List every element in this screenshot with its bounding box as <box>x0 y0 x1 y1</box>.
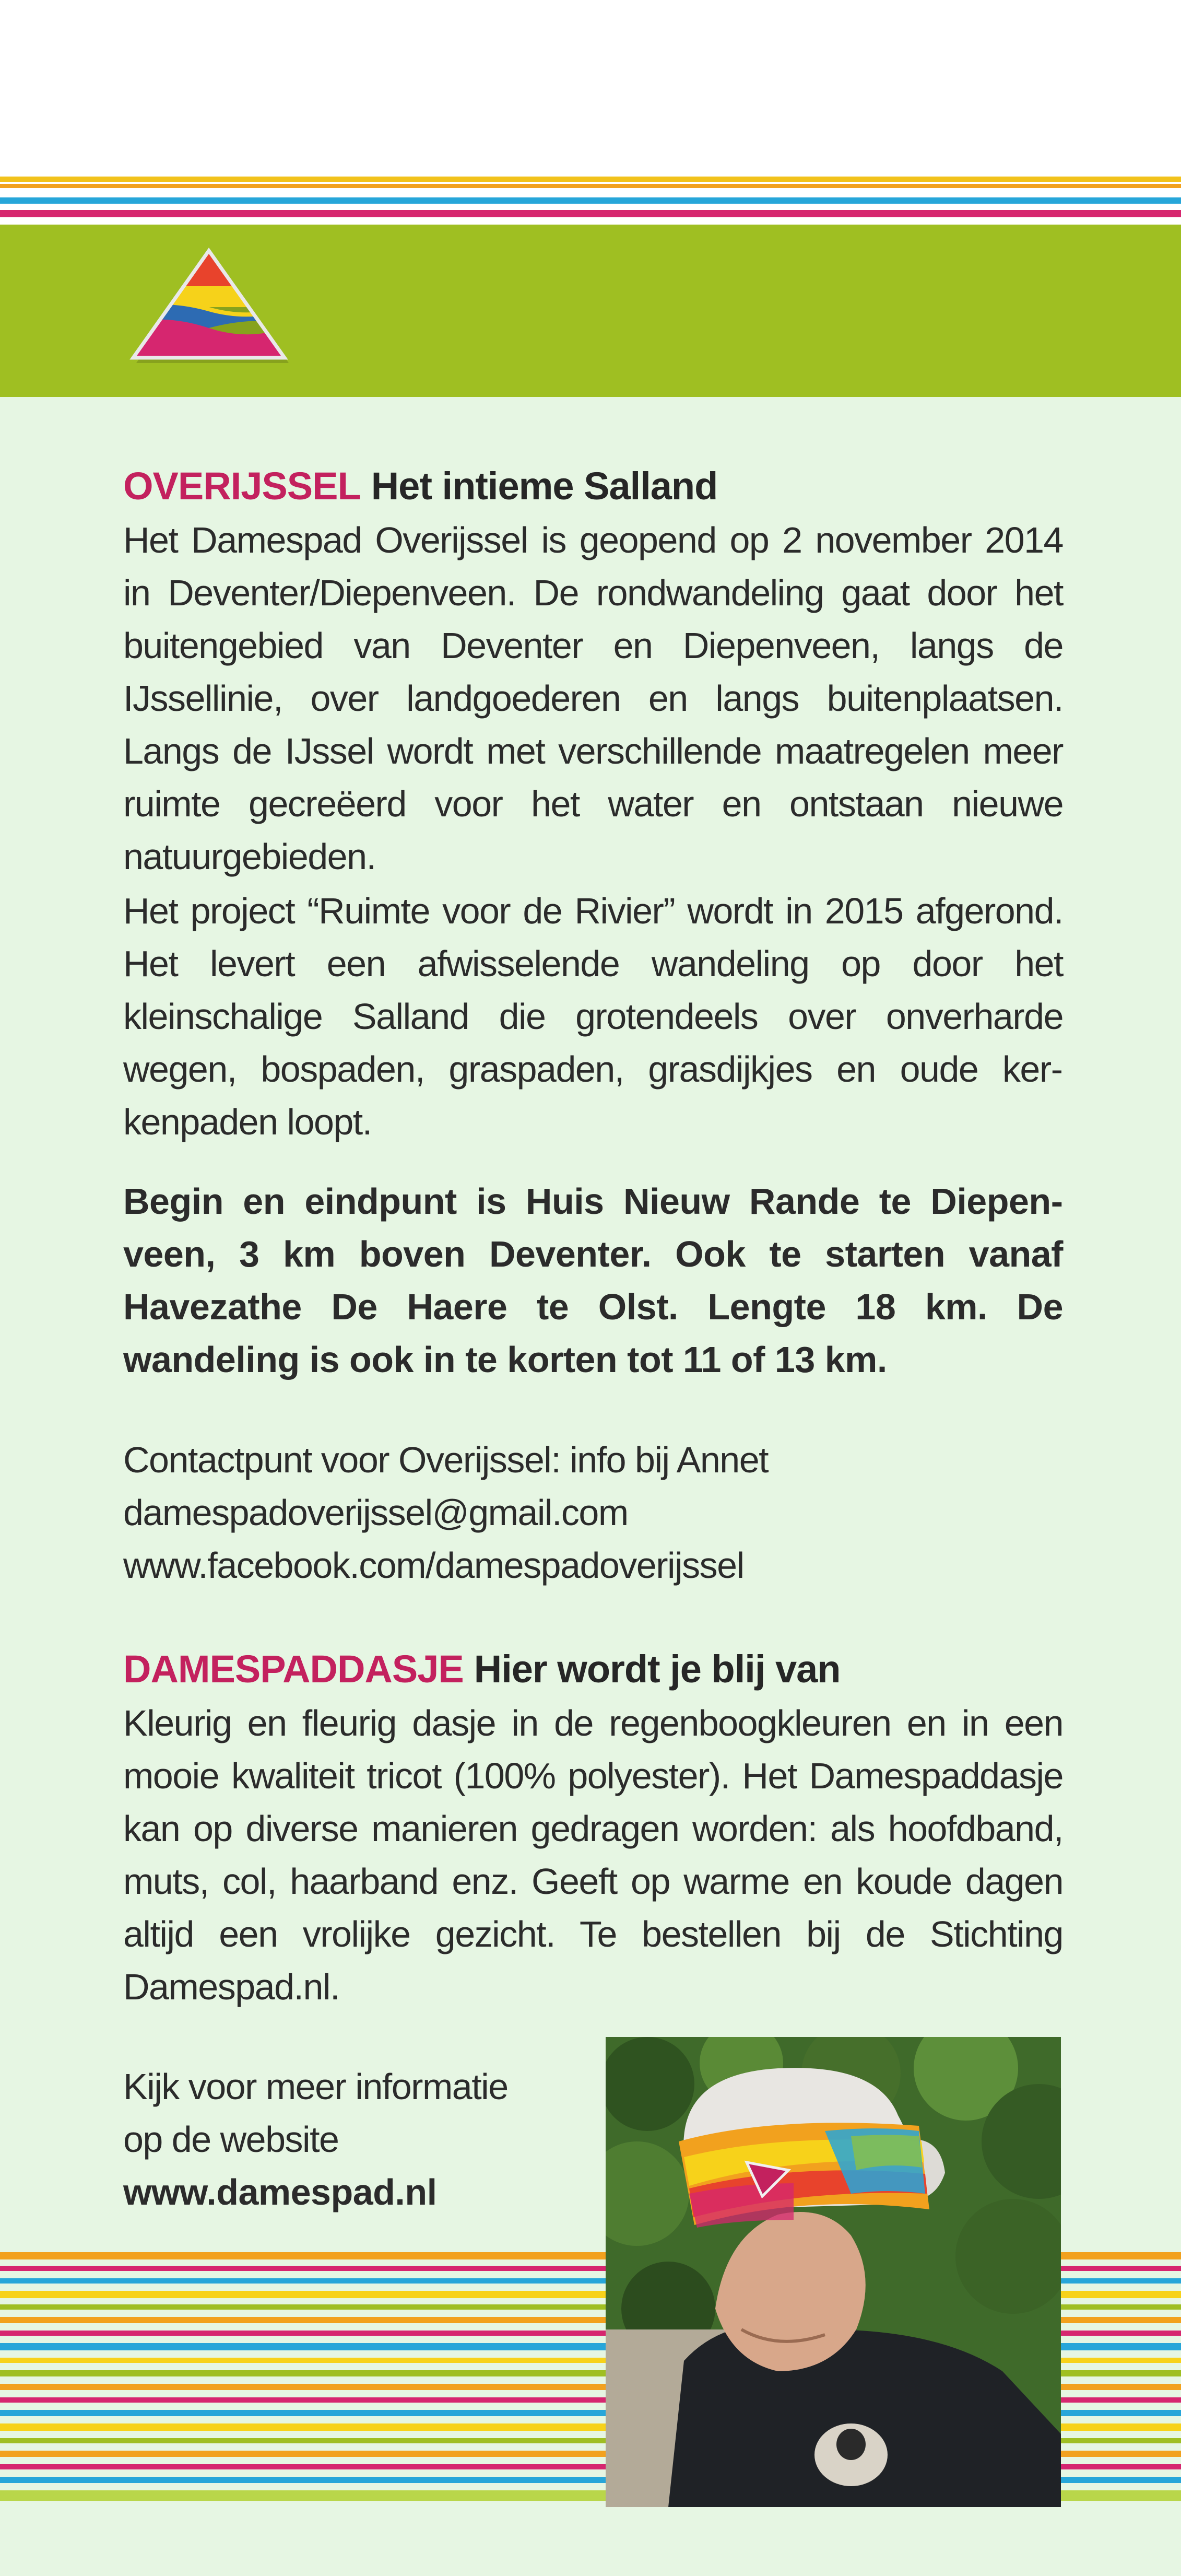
more-info-line-2: op de website <box>123 2119 339 2160</box>
rainbow-triangle-icon <box>123 245 295 371</box>
contact-facebook-link[interactable]: www.facebook.com/damespadoverijssel <box>123 1545 744 1586</box>
header-stripe-blue <box>0 197 1181 204</box>
header-stripe-yellow <box>0 177 1181 182</box>
contact-email[interactable]: damespadoverijssel@gmail.com <box>123 1492 628 1533</box>
route-info: Begin en eindpunt is Huis Nieuw Rande te Diepenveen, 3 km boven Deventer. Ook te starten vanaf Havezathe De Haere te Olst. Lengte 18 km. De wandeling is ook in te korten tot 11 of 13 km. <box>123 1181 1063 1380</box>
more-info-line-1: Kijk voor meer informatie <box>123 2066 508 2107</box>
overijssel-paragraph-1: Het Damespad Overijssel is geopend op 2 november 2014 in Deventer/Diepenveen. De rondwandeling gaat door het buitengebied van Deventer en Diepenveen, langs de IJssellinie, over landgoederen en langs buitenplaatsen. Langs de IJssel wordt met verschillende maatregelen meer ruimte gecreëerd voor het water en ontstaan nieuwe natuurgebieden. <box>123 520 1063 877</box>
contact-label: Contactpunt voor Overijssel: info bij Annet <box>123 1439 769 1480</box>
overijssel-paragraph-2: Het project “Ruimte voor de Rivier” wordt in 2015 afgerond. Het levert een afwisselende wandeling op door het kleinschalige Salland die grotendeels over onverharde wegen, bospaden, graspaden, grasdijkjes en oude kerkenpaden loopt. <box>123 891 1063 1142</box>
dasje-heading-title: Hier wordt je blij van <box>474 1647 841 1691</box>
page-top <box>0 0 1181 172</box>
dasje-heading <box>123 1643 1063 1695</box>
header-stripe-orange <box>0 184 1181 188</box>
website-link[interactable]: www.damespad.nl <box>123 2172 437 2212</box>
dasje-paragraph: Kleurig en fleurig dasje in de regenboogkleuren en in een mooie kwaliteit tricot (100% polyester). Het Damespaddasje kan op diverse manieren gedragen worden: als hoofdband, muts, col, haarband enz. Geeft op warme en koude dagen altijd een vrolijke gezicht. Te bestellen bij de Stichting Damespad.nl. <box>123 1703 1063 2007</box>
headband-photo <box>606 2037 1061 2507</box>
overijssel-heading-region: OVERIJSSEL <box>123 464 361 508</box>
dasje-heading-region: DAMESPADDASJE <box>123 1647 464 1691</box>
header-stripe-magenta <box>0 210 1181 217</box>
overijssel-heading <box>123 460 1063 512</box>
overijssel-heading-title: Het intieme Salland <box>371 464 718 508</box>
